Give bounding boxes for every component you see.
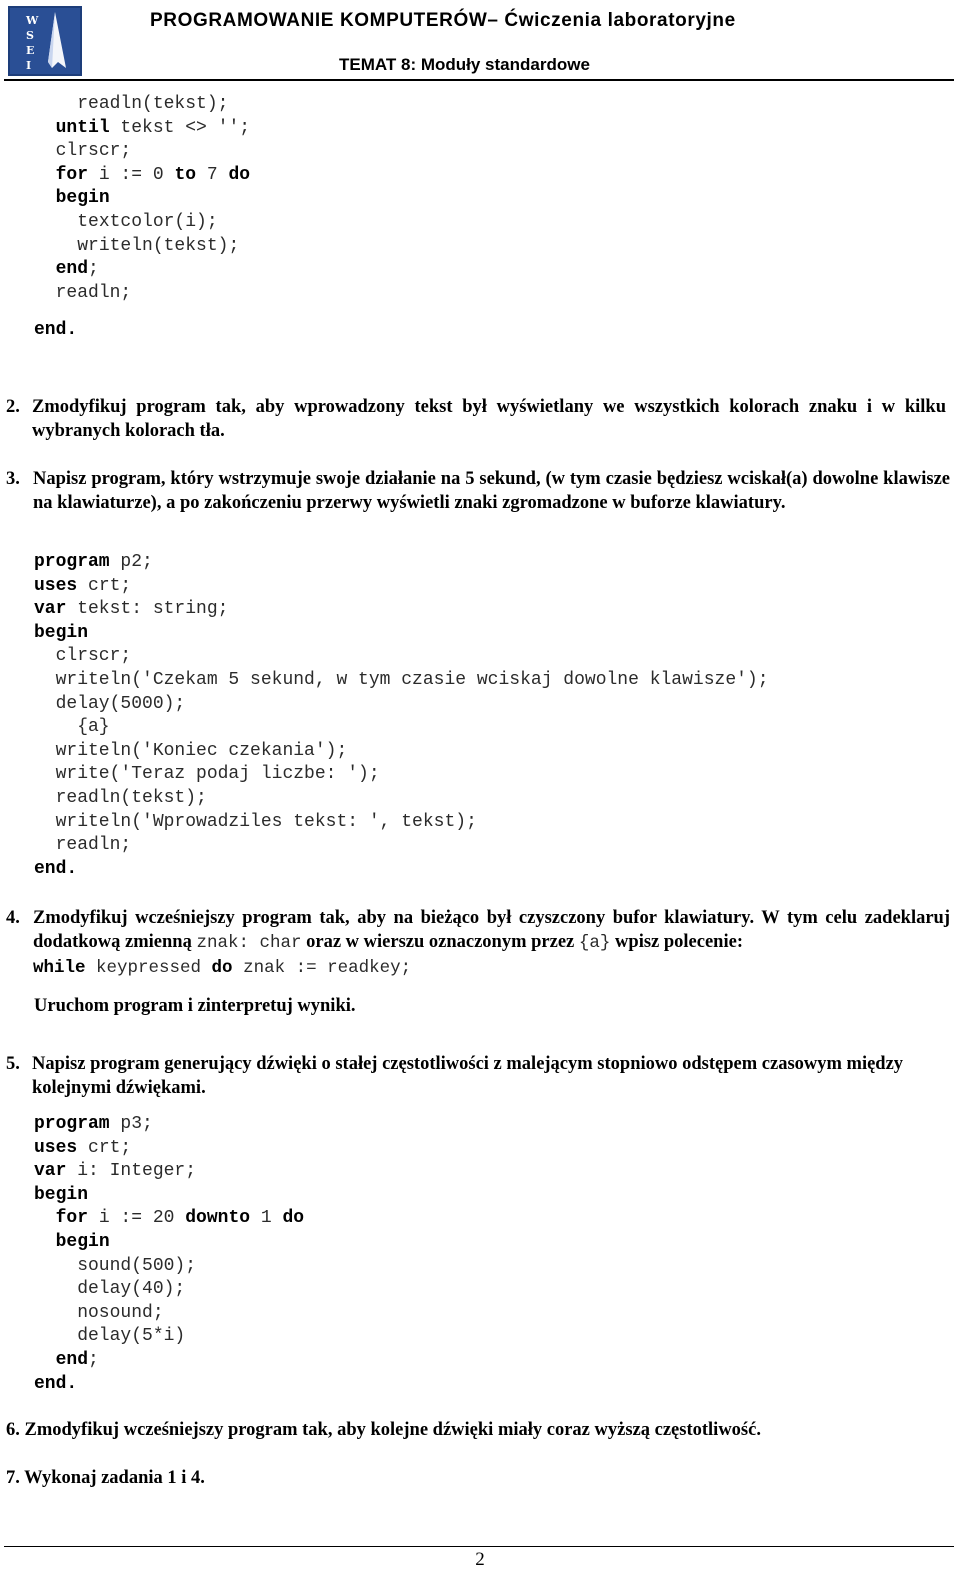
- code-line: begin: [55, 188, 110, 209]
- code-line: readln(tekst);: [55, 94, 229, 114]
- page-number: 2: [475, 1549, 485, 1570]
- task-7: 7. Wykonaj zadania 1 i 4.: [6, 1468, 205, 1488]
- code-line: readln;: [34, 835, 132, 856]
- task-3: 3. Napisz program, który wstrzymuje swoje działanie na 5 sekund, (w tym czasie będziesz wciskał(a) dowolne klawisze na klawiaturze), a po zakończeniu przerwy wyświetli znaki zgromadzone w buforze klawiatury.: [6, 469, 950, 513]
- code-line: for i := 0 to 7 do: [55, 164, 251, 185]
- code-line: end.: [34, 858, 78, 879]
- code-line: begin: [55, 1231, 110, 1252]
- code-line: readln;: [55, 282, 132, 303]
- code-line: program p3;: [34, 1114, 153, 1134]
- code-line: program p2;: [34, 552, 153, 572]
- code-line: writeln('Koniec czekania');: [34, 740, 348, 761]
- code-line: begin: [34, 622, 89, 643]
- task-6-text: Zmodyfikuj wcześniejszy program tak, aby kolejne dźwięki miały coraz wyższą częstotliwość.: [24, 1420, 761, 1440]
- footer-rule: [4, 1546, 954, 1547]
- inline-code-a: {a}: [578, 933, 611, 953]
- code-line: writeln('Wprowadziles tekst: ', tekst);: [34, 811, 477, 832]
- code-line: delay(5*i): [34, 1326, 186, 1347]
- code-line: nosound;: [34, 1302, 164, 1323]
- code-block-continuation: [34, 93, 250, 305]
- code-line: textcolor(i);: [55, 211, 218, 232]
- code-line: begin: [34, 1184, 89, 1205]
- task-3-text: Napisz program, który wstrzymuje swoje działanie na 5 sekund, (w tym czasie będziesz wciskał(a) dowolne klawisze na klawiaturze), a po zakończeniu przerwy wyświetli znaki zgromadzone w buforze klawiatury.: [33, 469, 950, 513]
- code-block-p2: [34, 551, 769, 881]
- code-line: uses crt;: [34, 575, 132, 596]
- code-line: write('Teraz podaj liczbe: ');: [34, 764, 380, 785]
- inline-code-znak: znak: char: [196, 933, 302, 953]
- task-4: 4. Zmodyfikuj wcześniejszy program tak, aby na bieżąco był czyszczony bufor klawiatury. W tym celu zadeklaruj dodatkową zmienną znak: char oraz w wierszu oznaczonym przez {a} wpisz polecenie: while keypressed do znak := readkey;: [6, 908, 950, 978]
- task-4-text: Zmodyfikuj wcześniejszy program tak, aby na bieżąco był czyszczony bufor klawiatury. W tym celu zadeklaruj dodatkową zmienną znak: char oraz w wierszu oznaczonym przez {a} wpisz polecenie:: [33, 908, 950, 953]
- task-4-code-line: while keypressed do znak := readkey;: [33, 958, 412, 978]
- task-2: 2. Zmodyfikuj program tak, aby wprowadzony tekst był wyświetlany we wszystkich kolorach znaku i w kilku wybranych kolorach tła.: [6, 397, 946, 441]
- header-rule: [4, 79, 954, 81]
- code-block-p3: [34, 1113, 304, 1396]
- code-line: clrscr;: [55, 141, 132, 162]
- task-4-run: Uruchom program i zinterpretuj wyniki.: [34, 996, 356, 1016]
- wsei-logo: [8, 6, 82, 76]
- header-subtitle: TEMAT 8: Moduły standardowe: [339, 55, 590, 74]
- task-5: 5. Napisz program generujący dźwięki o stałej częstotliwości z malejącym stopniowo odstępem czasowym między kolejnymi dźwiękami.: [6, 1052, 936, 1100]
- code-line: end.: [34, 1373, 78, 1394]
- header-title: PROGRAMOWANIE KOMPUTERÓW– Ćwiczenia laboratoryjne: [150, 10, 736, 31]
- task-6: 6. Zmodyfikuj wcześniejszy program tak, aby kolejne dźwięki miały coraz wyższą częstotliwość.: [6, 1420, 761, 1440]
- code-line: end;: [55, 259, 99, 280]
- code-line: var i: Integer;: [34, 1161, 197, 1182]
- code-line: {a}: [34, 717, 110, 738]
- code-line: sound(500);: [34, 1255, 197, 1276]
- code-line: var tekst: string;: [34, 599, 229, 620]
- code-end: end.: [34, 320, 78, 340]
- code-line: until tekst <> '';: [55, 117, 251, 138]
- code-line: uses crt;: [34, 1137, 132, 1158]
- code-line: readln(tekst);: [34, 787, 207, 808]
- code-line: clrscr;: [34, 646, 132, 667]
- code-line: delay(5000);: [34, 693, 186, 714]
- code-line: writeln(tekst);: [55, 235, 240, 256]
- svg-text:WSEI: W S E I: [26, 14, 39, 72]
- code-line: for i := 20 downto 1 do: [55, 1208, 305, 1229]
- code-line: delay(40);: [34, 1279, 186, 1300]
- code-line: writeln('Czekam 5 sekund, w tym czasie wciskaj dowolne klawisze');: [34, 669, 769, 690]
- task-5-text: Napisz program generujący dźwięki o stałej częstotliwości z malejącym stopniowo odstępem czasowym między kolejnymi dźwiękami.: [32, 1054, 904, 1098]
- task-2-text: Zmodyfikuj program tak, aby wprowadzony tekst był wyświetlany we wszystkich kolorach znaku i w kilku wybranych kolorach tła.: [32, 397, 946, 441]
- task-7-text: Wykonaj zadania 1 i 4.: [24, 1468, 205, 1488]
- code-line: end;: [55, 1349, 99, 1370]
